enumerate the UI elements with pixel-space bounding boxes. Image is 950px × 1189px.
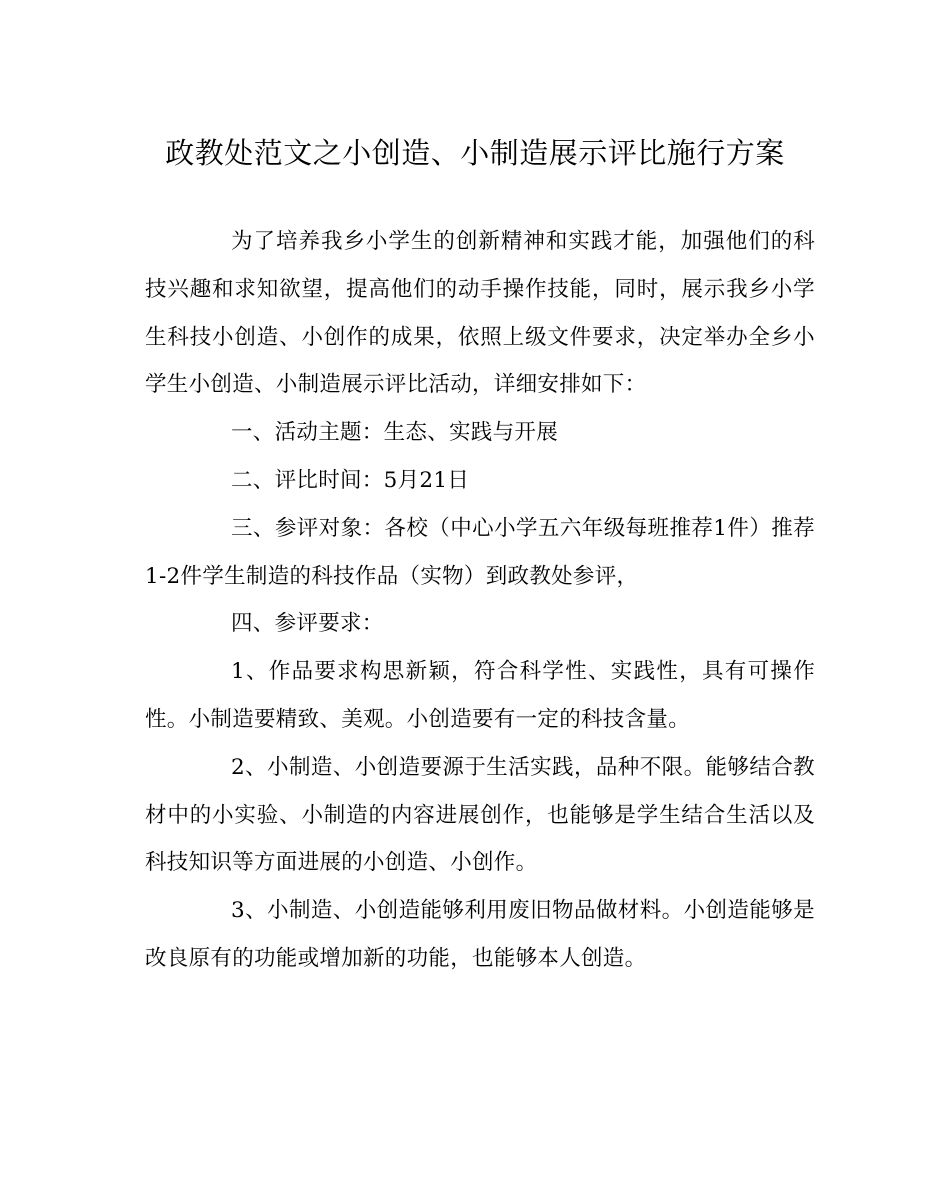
paragraph-intro: 为了培养我乡小学生的创新精神和实践才能，加强他们的科技兴趣和求知欲望，提高他们的动手操作技能，同时，展示我乡小学生科技小创造、小创作的成果，依照上级文件要求，决定举办全乡小学生小创造、小制造展示评比活动，详细安排如下： bbox=[145, 229, 815, 398]
document-title: 政教处范文之小创造、小制造展示评比施行方案 bbox=[165, 136, 785, 170]
paragraph-requirement-1: 1、作品要求构思新颖，符合科学性、实践性，具有可操作性。小制造要精致、美观。小创造要有一定的科技含量。 bbox=[145, 659, 815, 732]
paragraph-requirement-3: 3、小制造、小创造能够利用废旧物品做材料。小创造能够是改良原有的功能或增加新的功能，也能够本人创造。 bbox=[145, 898, 815, 971]
paragraph-time: 二、评比时间：5月21日 bbox=[231, 467, 470, 493]
paragraph-requirement-2: 2、小制造、小创造要源于生活实践，品种不限。能够结合教材中的小实验、小制造的内容进展创作，也能够是学生结合生活以及科技知识等方面进展的小创造、小创作。 bbox=[145, 754, 815, 876]
paragraph-requirements-heading: 四、参评要求： bbox=[231, 611, 384, 637]
document-body bbox=[145, 218, 815, 983]
paragraph-theme: 一、活动主题：生态、实践与开展 bbox=[231, 420, 559, 446]
paragraph-participants: 三、参评对象：各校（中心小学五六年级每班推荐1件）推荐1-2件学生制造的科技作品（实物）到政教处参评， bbox=[145, 515, 815, 589]
